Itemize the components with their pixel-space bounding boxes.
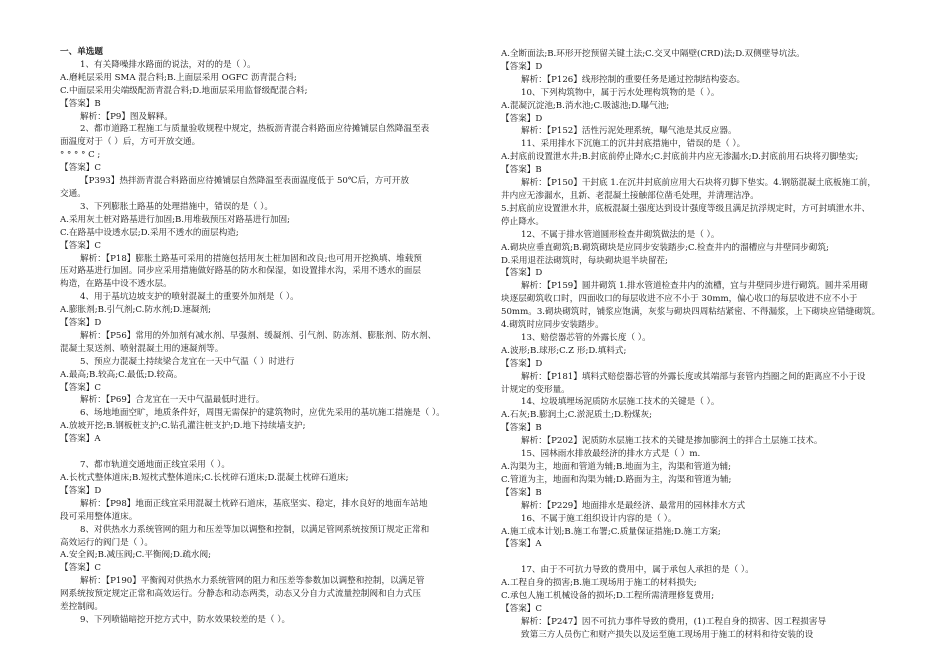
text-line: A.混凝沉淀池;B.消水池;C.吸滤池;D.曝气池; (501, 100, 670, 111)
text-line: 井内应无渗漏水，且新、老混凝土接触部位凿毛处理，并清理洁净。 (501, 190, 759, 201)
text-line: 高效运行的阀门是（ ）。 (60, 537, 153, 548)
text-line: 【答案】D (60, 318, 102, 329)
text-line: 差控制阀。 (60, 602, 103, 613)
text-line: 16、不属于施工组织设计内容的是（ ）。 (521, 513, 677, 524)
text-line: 【答案】D (501, 113, 543, 124)
right-column (501, 48, 931, 642)
text-line: 解析：【P202】泥质防水层施工技术的关键是掺加膨润土的拌合土层施工技术。 (521, 436, 823, 447)
section-title: 一、单选题 (60, 47, 103, 57)
text-line: 解析：【P152】活性污泥处理系统，曝气池是其反应器。 (521, 126, 737, 137)
text-line: A.封底前设置泄水井;B.封底前停止降水;C.封底前井内应无渗漏水;D.封底前用石块将刃脚垫实; (501, 152, 859, 163)
text-line: 解析：【P150】干封底 1.在沉井封底前应用大石块将刃脚下垫实。4.钢筋混凝土底板施工前， (521, 178, 876, 189)
text-line: 面温度对于（ ）后，方可开放交通。 (60, 137, 201, 148)
text-line: 4、用于基坑边坡支护的喷射混凝土的重要外加剂是（ ）。 (80, 292, 299, 303)
text-line: 5.封底前应设置泄水井，底板混凝土强度达到设计强度等级且满足抗浮规定时，方可封填泄水井、 (501, 203, 871, 214)
text-line: 9、下列喷锚暗挖开挖方式中，防水效果较差的是（ ）。 (80, 614, 291, 625)
text-line: 【答案】A (60, 434, 101, 445)
text-line: 致第三方人员伤亡和财产损失以及运至施工现场用于施工的材料和待安装的设 (521, 629, 814, 640)
text-line: 【答案】B (501, 165, 542, 176)
text-line: 块逐层砌筑收口时，四面收口的每层收进不应不小于 30mm，偏心收口的每层收进不应不小于 (501, 294, 858, 305)
text-line: 段可采用整体道床。 (60, 511, 138, 522)
text-line: 解析：【P56】常用的外加剂有减水剂、早强剂、缓凝剂、引气剂、防冻剂、膨胀剂、防水剂、 (80, 330, 437, 341)
text-line: 交通。 (60, 188, 86, 199)
text-line: 2、都市道路工程施工与质量验收规程中规定，热板沥青混合料路面应待摊铺层自然降温至表 (80, 124, 430, 135)
text-line: 7、都市轨道交通地面正线宜采用（ ）。 (80, 460, 230, 471)
text-line: 50mm。3.砌块砌筑时，铺浆应饱满，灰浆与砌块四周粘结紧密、不得漏浆，上下砌块应错缝砌筑。 (501, 307, 881, 318)
text-line: 【答案】B (501, 423, 542, 434)
text-line: 解析：【P159】圆井砌筑 1.排水管道检查井内的流槽，宜与井壁同步进行砌筑。圆井采用砌 (521, 281, 868, 292)
text-line: A.长枕式整体道床;B.短枕式整体道床;C.长枕碎石道床;D.混凝土枕碎石道床; (60, 473, 349, 483)
text-line: A.波形;B.球形;C.Z 形;D.填料式; (501, 345, 627, 356)
text-line: 15、园林雨水排放最经济的排水方式是（ ）m. (521, 449, 701, 460)
text-line: 构造，在路基中设不透水层。 (60, 279, 172, 290)
left-column (60, 46, 490, 627)
text-line: 计规定的变形量。 (501, 384, 570, 395)
text-line: 3、下列膨胀土路基的处理措施中，错误的是（ ）。 (80, 201, 273, 212)
text-line: 【答案】B (60, 98, 101, 109)
text-line: D.采用退茬法砌筑时，每块砌块退半块留茬; (501, 255, 668, 266)
text-line: 1、有关降噪排水路面的说法，对的的是（ ）。 (80, 59, 256, 70)
text-line: 解析：【P126】线形控制的重要任务是通过控制结构姿态。 (521, 74, 746, 85)
text-line: 【答案】D (501, 358, 543, 369)
text-line: 压对路基进行加固。同步应采用措施做好路基的防水和保湿，如设置排水沟，采用不透水的面层 (60, 266, 421, 277)
text-line: 解析：【P181】填料式赔偿器芯管的外露长度或其端部与套管内挡圈之间的距离应不小于设 (521, 371, 866, 382)
text-line: A.施工成本计划;B.施工布署;C.质量保证措施;D.施工方案; (501, 526, 721, 537)
text-line: 【答案】B (501, 487, 542, 498)
text-line: 【答案】C (60, 563, 101, 574)
text-line: 解析：【P18】膨胀土路基可采用的措施包括用灰土桩加固和改良;也可用开挖换填、堆载预 (80, 253, 422, 264)
text-line: 解析：【P190】平衡阀对供热水力系统管网的阻力和压差等参数加以调整和控制，以满足管 (80, 576, 425, 587)
text-line: 6、场地地面空旷，地质条件好，周围无需保护的建筑物时，应优先采用的基坑施工措施是（ ）。 (80, 408, 445, 419)
text-line: 17、由于不可抗力导致的费用中，属于承包人承担的是（ ）。 (521, 565, 754, 576)
text-line: A.石灰;B.膨润土;C.淤泥质土;D.粉煤灰; (501, 410, 653, 421)
text-line: A.全断面法;B.环形开挖预留关键土法;C.交叉中隔壁(CRD)法;D.双侧壁导坑法。 (501, 49, 805, 59)
text-line: A.砌块应垂直砌筑;B.砌筑砌块是应同步安装踏步;C.检查井内的溜槽应与井壁同步砌筑; (501, 242, 829, 253)
text-line: 停止降水。 (501, 216, 544, 227)
text-line: A.安全阀;B.减压阀;C.平衡阀;D.疏水阀; (60, 550, 212, 561)
text-line: 5、预应力混凝土持续梁合龙宜在一天中气温（ ）时进行 (80, 356, 295, 367)
text-line: 【答案】C (60, 163, 101, 174)
text-line: 混凝土泵送剂、喷射混凝土用的速凝剂等。 (60, 343, 224, 354)
text-line: A.膨胀剂;B.引气剂;C.防水剂;D.速凝剂; (60, 305, 212, 316)
text-line: 【答案】C (501, 604, 542, 615)
text-line: 解析：【P247】因不可抗力事件导致的费用，(1)工程自身的损害、因工程损害导 (521, 616, 827, 627)
text-line: 【答案】A (501, 539, 542, 550)
text-line: C.在路基中设透水层;D.采用不透水的面层构造; (60, 227, 239, 238)
text-line: 【答案】D (501, 61, 543, 72)
text-line: A.工程自身的损害;B.施工现场用于施工的材料损失; (501, 578, 697, 589)
text-line: 【答案】D (60, 485, 102, 496)
text-line: A.放坡开挖;B.钢板桩支护;C.钻孔灌注桩支护;D.地下持续墙支护; (60, 421, 306, 432)
text-line: 14、垃圾填埋场泥质防水层施工技术的关键是（ ）。 (521, 397, 720, 408)
text-line: A.最高;B.较高;C.最低;D.较高。 (60, 369, 183, 380)
text-line: 【答案】C (60, 382, 101, 393)
text-line: 【P393】热拌沥青混合料路面应待摊铺层自然降温至表面温度低于 50℃后，方可开放 (80, 176, 410, 187)
text-line: A.采用灰土桩对路基进行加固;B.用堆载预压对路基进行加固; (60, 214, 291, 225)
text-line: 10、下列构筑物中，属于污水处理构筑物的是（ ）。 (521, 87, 720, 98)
text-line: 8、对供热水力系统管网的阻力和压差等加以调整和控制，以满足管网系统按预订规定正常和 (80, 524, 430, 535)
text-line: 解析：【P69】合龙宜在一天中气温最低时进行。 (80, 395, 265, 406)
text-line: 12、不属于排水管道圆形检查井砌筑做法的是（ ）。 (521, 229, 720, 240)
text-line: 【答案】D (501, 268, 543, 279)
text-line: 11、采用排水下沉施工的沉井封底措施中，错误的是（ ）。 (521, 139, 746, 150)
text-line: 4.砌筑时应同步安装踏步。 (501, 320, 604, 331)
text-line: C.中面层采用尖端级配沥青混合料;D.地面层采用监督级配混合料; (60, 85, 308, 96)
text-line: ° ° ° ° C ; (60, 150, 101, 161)
text-line: A.沟渠为主，地面和管道为辅;B.地面为主，沟渠和管道为辅; (501, 462, 732, 472)
text-line: 解析：【P9】图及解释。 (80, 111, 173, 122)
text-line: 【答案】C (60, 240, 101, 251)
text-line: 解析：【P229】地面排水是最经济、最常用的园林排水方式 (521, 500, 746, 511)
blank-line (501, 551, 931, 564)
text-line: 13、赔偿器芯管的外露长度（ ）。 (521, 332, 651, 343)
text-line: A.磨耗层采用 SMA 混合料;B.上面层采用 OGFC 沥青混合料; (60, 72, 297, 83)
blank-line (60, 446, 490, 459)
text-line: 解析：【P98】地面正线宜采用混凝土枕碎石道床，基底坚实、稳定，排水良好的地面车站地 (80, 498, 428, 509)
text-line: C.管道为主，地面和沟渠为辅;D.路面为主，沟渠和管道为辅; (501, 474, 732, 485)
text-line: 网系统按预定规定正常和高效运行。分静态和动态两类，动态又分自力式流量控制阀和自力式压 (60, 589, 421, 600)
text-line: C.承包人施工机械设备的损坏;D.工程所需清理修复费用; (501, 591, 715, 602)
